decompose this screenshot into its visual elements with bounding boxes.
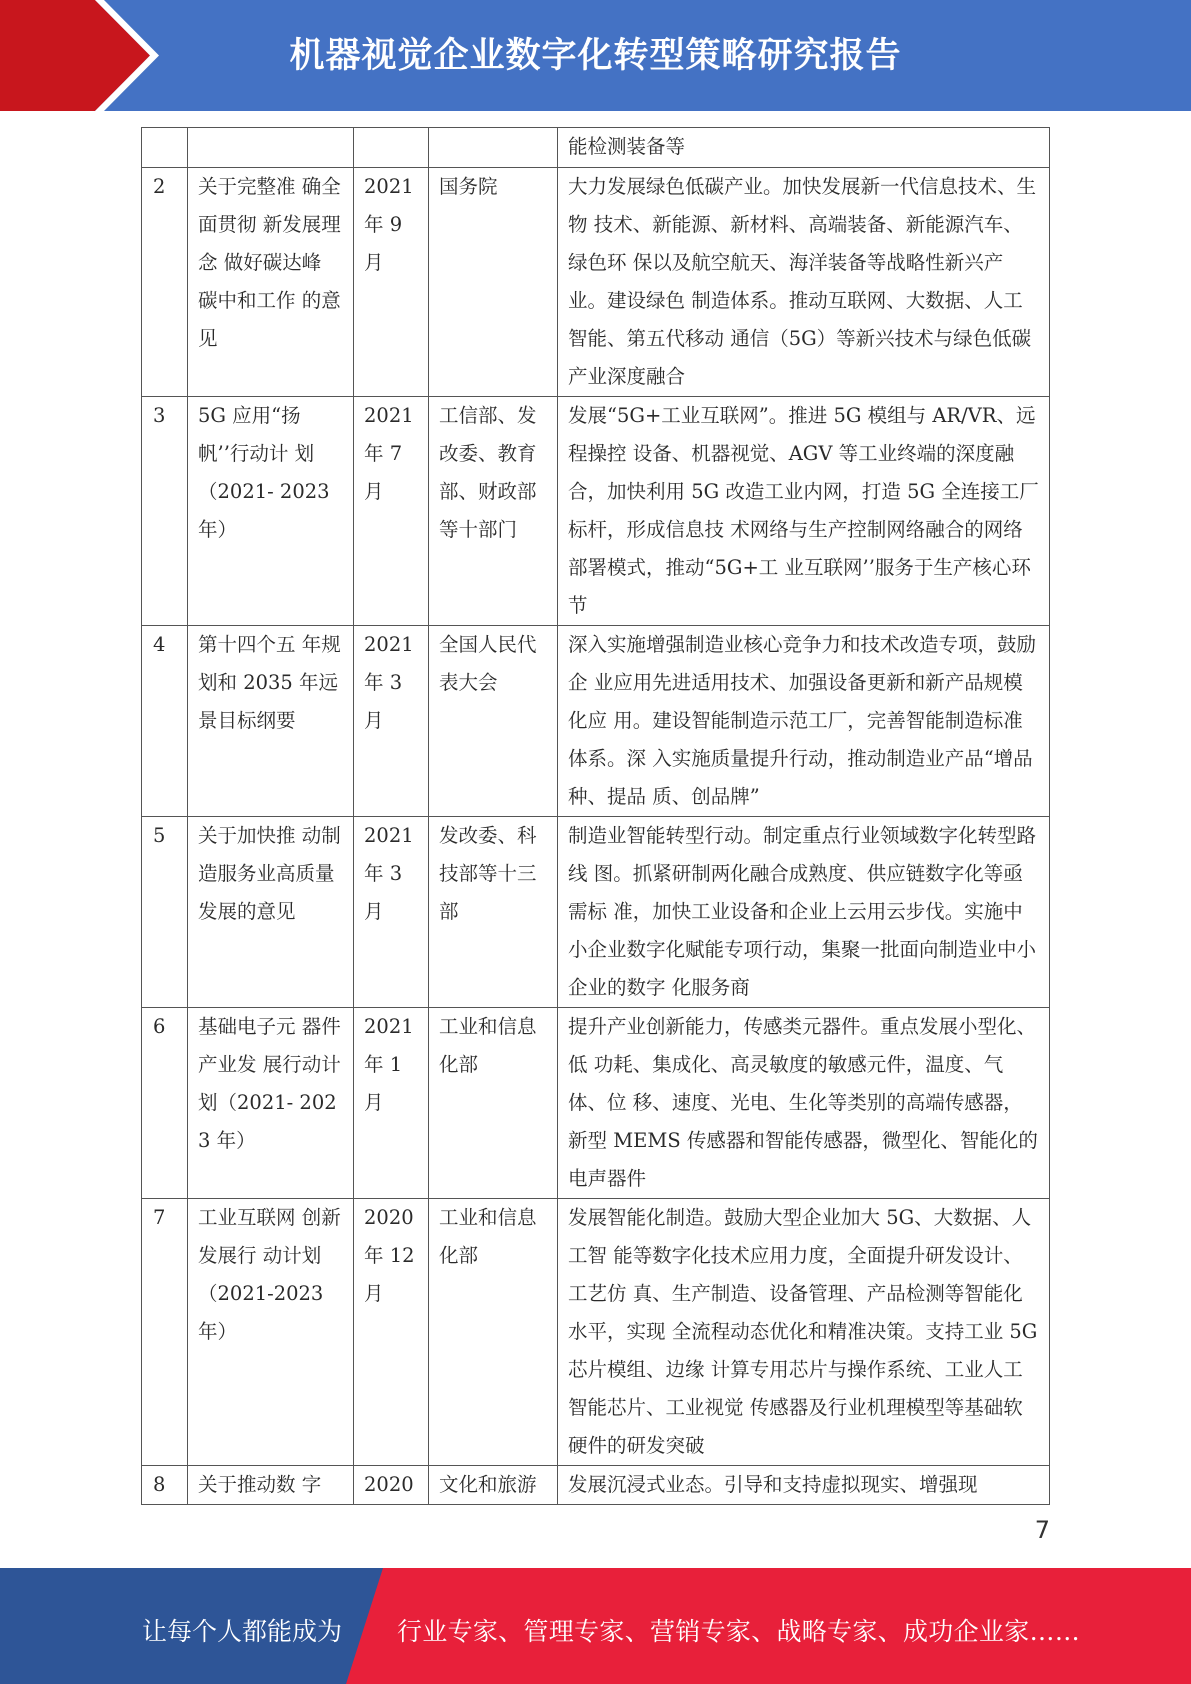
page-number: 7 — [1034, 1516, 1050, 1544]
issuing-department: 工业和信息化部 — [429, 1008, 558, 1199]
issue-date: 2020 — [354, 1466, 429, 1505]
red-chevron-decoration — [0, 0, 160, 111]
policy-name: 关于完整准 确全面贯彻 新发展理念 做好碳达峰 碳中和工作 的意见 — [188, 168, 354, 397]
policy-content: 制造业智能转型行动。制定重点行业领域数字化转型路线 图。抓紧研制两化融合成熟度、供应链数字化等亟需标 准，加快工业设备和企业上云用云步伐。实施中小企业数字化赋能专项行动，集聚一批面向制造业中小企业的数字 化服务商 — [558, 817, 1050, 1008]
policy-name: 关于推动数 字 — [188, 1466, 354, 1505]
policy-content: 发展“5G+工业互联网”。推进 5G 模组与 AR/VR、远程操控 设备、机器视觉、AGV 等工业终端的深度融合，加快利用 5G 改造工业内网，打造 5G 全连接工厂标杆，形成信息技 术网络与生产控制网络融合的网络部署模式，推动“5G+工 业互联网’’服务于生产核心环节 — [558, 397, 1050, 626]
policy-name: 基础电子元 器件产业发 展行动计划（2021- 2023 年） — [188, 1008, 354, 1199]
policy-content: 发展智能化制造。鼓励大型企业加大 5G、大数据、人工智 能等数字化技术应用力度，全面提升研发设计、工艺仿 真、生产制造、设备管理、产品检测等智能化水平，实现 全流程动态优化和精准决策。支持工业 5G 芯片模组、边缘 计算专用芯片与操作系统、工业人工智能芯片、工业视觉 传感器及行业机理模型等基础软硬件的研发突破 — [558, 1199, 1050, 1466]
policy-content: 提升产业创新能力，传感类元器件。重点发展小型化、低 功耗、集成化、高灵敏度的敏感元件，温度、气体、位 移、速度、光电、生化等类别的高端传感器，新型 MEMS 传感器和智能传感器，微型化、智能化的电声器件 — [558, 1008, 1050, 1199]
table-row — [142, 397, 1050, 626]
row-number: 4 — [142, 626, 188, 817]
row-number — [142, 128, 188, 168]
issue-date: 2021 年 1 月 — [354, 1008, 429, 1199]
table-row — [142, 1466, 1050, 1505]
policy-content: 大力发展绿色低碳产业。加快发展新一代信息技术、生物 技术、新能源、新材料、高端装备、新能源汽车、绿色环 保以及航空航天、海洋装备等战略性新兴产业。建设绿色 制造体系。推动互联网、大数据、人工智能、第五代移动 通信（5G）等新兴技术与绿色低碳产业深度融合 — [558, 168, 1050, 397]
issuing-department: 全国人民代表大会 — [429, 626, 558, 817]
row-number: 7 — [142, 1199, 188, 1466]
row-number: 8 — [142, 1466, 188, 1505]
policy-content: 深入实施增强制造业核心竞争力和技术改造专项，鼓励企 业应用先进适用技术、加强设备更新和新产品规模化应 用。建设智能制造示范工厂，完善智能制造标准体系。深 入实施质量提升行动，推动制造业产品“增品种、提品 质、创品牌” — [558, 626, 1050, 817]
issuing-department: 工业和信息化部 — [429, 1199, 558, 1466]
page-footer — [0, 1568, 1191, 1684]
row-number: 3 — [142, 397, 188, 626]
issue-date: 2020 年 12 月 — [354, 1199, 429, 1466]
issuing-department: 工信部、发改委、教育部、财政部等十部门 — [429, 397, 558, 626]
table-row — [142, 1199, 1050, 1466]
row-number: 6 — [142, 1008, 188, 1199]
policy-name — [188, 128, 354, 168]
issuing-department: 国务院 — [429, 168, 558, 397]
table-row — [142, 1008, 1050, 1199]
issue-date: 2021 年 3 月 — [354, 626, 429, 817]
table-row — [142, 168, 1050, 397]
footer-slogan-right: 行业专家、管理专家、营销专家、战略专家、成功企业家…… — [397, 1617, 1081, 1646]
policy-table — [141, 127, 1050, 1505]
report-title: 机器视觉企业数字化转型策略研究报告 — [289, 36, 902, 76]
row-number: 2 — [142, 168, 188, 397]
policy-name: 5G 应用“扬 帆’’行动计 划（2021- 2023 年） — [188, 397, 354, 626]
issuing-department: 文化和旅游 — [429, 1466, 558, 1505]
policy-content: 发展沉浸式业态。引导和支持虚拟现实、增强现 — [558, 1466, 1050, 1505]
row-number: 5 — [142, 817, 188, 1008]
issuing-department — [429, 128, 558, 168]
issuing-department: 发改委、科技部等十三部 — [429, 817, 558, 1008]
issue-date — [354, 128, 429, 168]
issue-date: 2021 年 9 月 — [354, 168, 429, 397]
table-row — [142, 626, 1050, 817]
policy-name: 第十四个五 年规划和 2035 年远 景目标纲要 — [188, 626, 354, 817]
issue-date: 2021 年 7 月 — [354, 397, 429, 626]
table-row — [142, 817, 1050, 1008]
policy-name: 关于加快推 动制造服务业高质量发展的意见 — [188, 817, 354, 1008]
issue-date: 2021 年 3 月 — [354, 817, 429, 1008]
page-header — [0, 0, 1191, 111]
footer-slogan-left: 让每个人都能成为 — [142, 1617, 343, 1646]
policy-content: 能检测装备等 — [558, 128, 1050, 168]
policy-name: 工业互联网 创新发展行 动计划（2021-2023 年） — [188, 1199, 354, 1466]
table-row — [142, 128, 1050, 168]
